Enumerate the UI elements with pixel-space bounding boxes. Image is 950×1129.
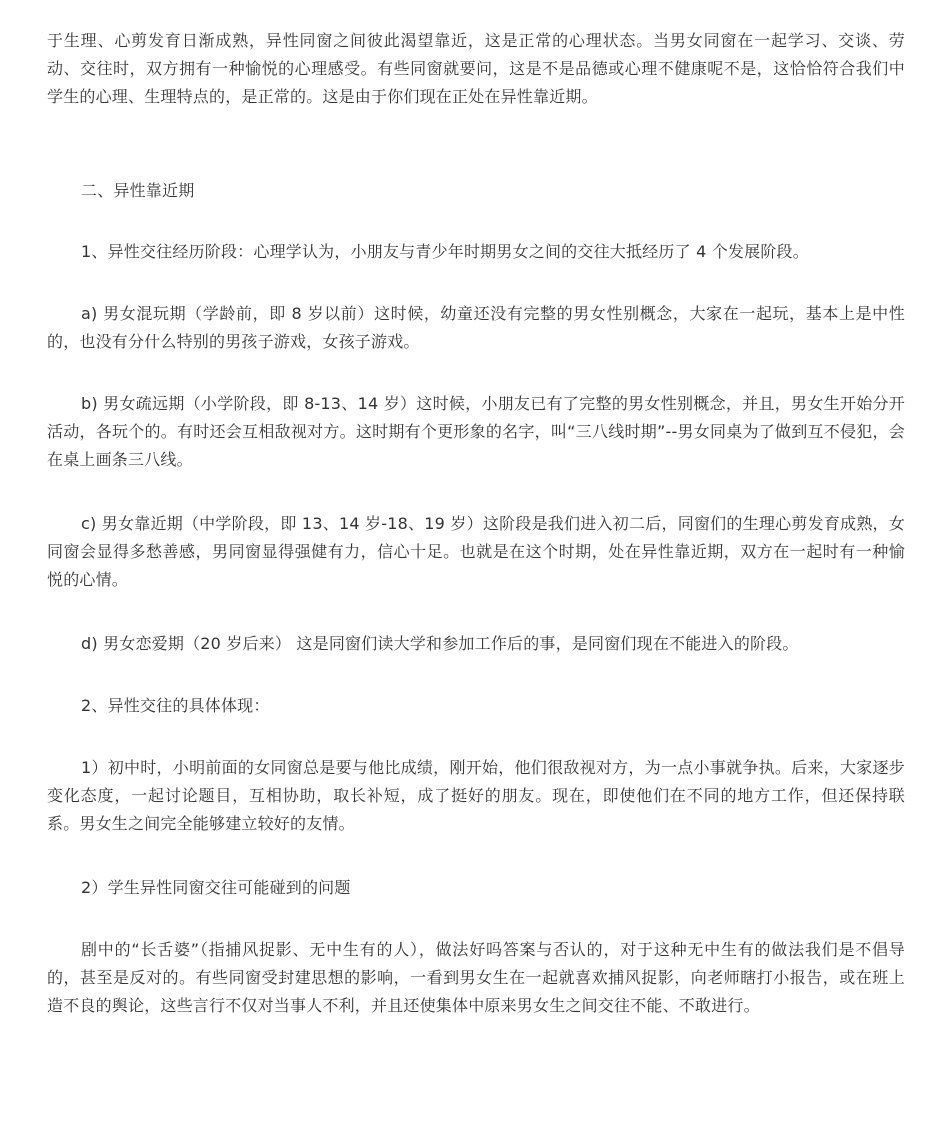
paragraph: 1）初中时，小明前面的女同窗总是要与他比成绩，刚开始，他们很敌视对方，为一点小事就争执。后来，大家逐步变化态度，一起讨论题目，互相协助，取长补短，成了挺好的朋友。现在，即使他们在不同的地方工作，但还保持联系。男女生之间完全能够建立较好的友情。 xyxy=(47,758,905,833)
paragraph: b) 男女疏远期（小学阶段，即 8-13、14 岁）这时候，小朋友已有了完整的男女性别概念，并且，男女生开始分开活动，各玩个的。有时还会互相敌视对方。这时期有个更形象的名字，叫“三八线时期”--男女同桌为了做到互不侵犯，会在桌上画条三八线。 xyxy=(47,394,905,469)
section-heading: 二、异性靠近期 xyxy=(81,181,195,200)
paragraph: a) 男女混玩期（学龄前，即 8 岁以前）这时候，幼童还没有完整的男女性别概念，大家在一起玩，基本上是中性的，也没有分什么特别的男孩子游戏，女孩子游戏。 xyxy=(47,304,905,351)
paragraph: 剧中的“长舌婆”（指捕风捉影、无中生有的人），做法好吗答案与否认的，对于这种无中生有的做法我们是不倡导的，甚至是反对的。有些同窗受封建思想的影响，一看到男女生在一起就喜欢捕风捉影，向老师瞎打小报告，或在班上造不良的舆论，这些言行不仅对当事人不利，并且还使集体中原来男女生之间交往不能、不敢进行。 xyxy=(47,940,905,1015)
paragraph: 1、异性交往经历阶段：心理学认为，小朋友与青少年时期男女之间的交往大抵经历了 4 个发展阶段。 xyxy=(81,242,809,261)
paragraph: c) 男女靠近期（中学阶段，即 13、14 岁-18、19 岁）这阶段是我们进入初二后，同窗们的生理心剪发育成熟，女同窗会显得多愁善感，男同窗显得强健有力，信心十足。也就是在这个时期，处在异性靠近期，双方在一起时有一种愉悦的心情。 xyxy=(47,514,905,589)
sub-heading: 2、异性交往的具体体现： xyxy=(81,696,270,715)
paragraph: 于生理、心剪发育日渐成熟，异性同窗之间彼此渴望靠近，这是正常的心理状态。当男女同窗在一起学习、交谈、劳动、交往时，双方拥有一种愉悦的心理感受。有些同窗就要问，这是不是品德或心理不健康呢不是，这恰恰符合我们中学生的心理、生理特点的，是正常的。这是由于你们现在正处在异性靠近期。 xyxy=(47,31,905,106)
paragraph: d) 男女恋爱期（20 岁后来） 这是同窗们读大学和参加工作后的事，是同窗们现在不能进入的阶段。 xyxy=(81,634,799,653)
sub-heading: 2）学生异性同窗交往可能碰到的问题 xyxy=(81,878,351,897)
